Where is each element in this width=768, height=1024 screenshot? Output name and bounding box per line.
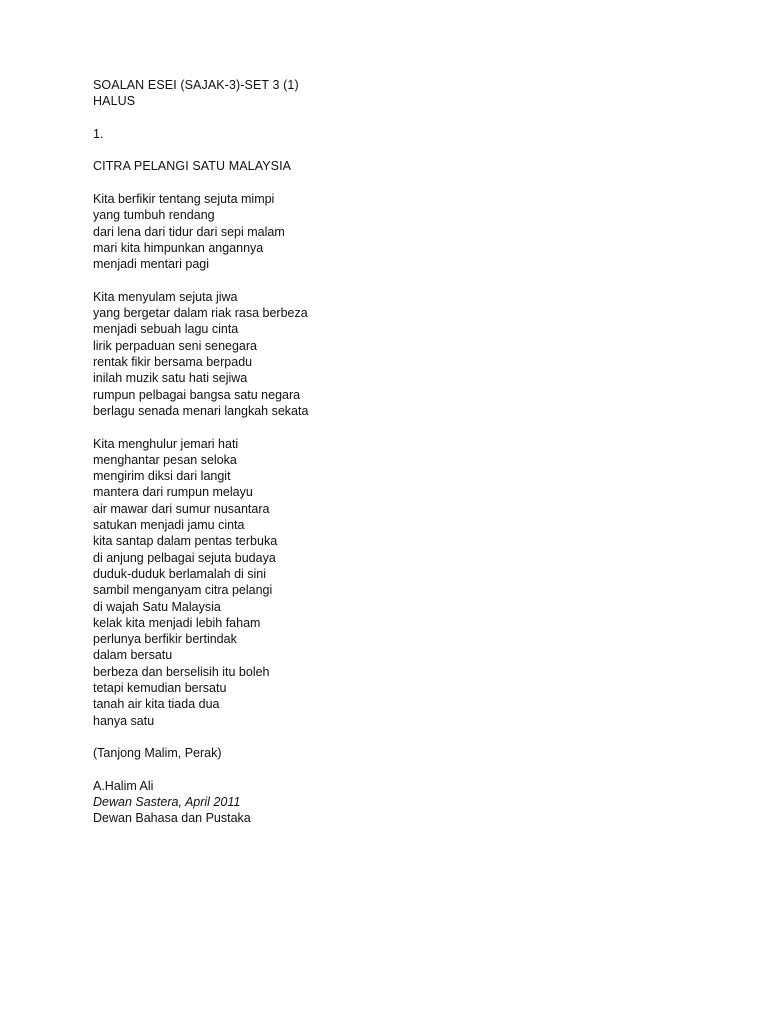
poem-line: kelak kita menjadi lebih faham	[93, 615, 261, 630]
poem-stanza	[93, 191, 733, 272]
poem-line: mantera dari rumpun melayu	[93, 485, 253, 500]
poem-line: mengirim diksi dari langit	[93, 469, 231, 484]
poem-line: perlunya berfikir bertindak	[93, 632, 237, 647]
poem-line: berlagu senada menari langkah sekata	[93, 403, 309, 418]
spacer	[93, 729, 733, 745]
poem-line: menghantar pesan seloka	[93, 452, 237, 467]
poem-line: dari lena dari tidur dari sepi malam	[93, 224, 285, 239]
poem-line: hanya satu	[93, 713, 155, 728]
poem-line: inilah muzik satu hati sejiwa	[93, 371, 248, 386]
poem-line: berbeza dan berselisih itu boleh	[93, 664, 270, 679]
poem-line: di anjung pelbagai sejuta budaya	[93, 550, 276, 565]
poem-line: Kita berfikir tentang sejuta mimpi	[93, 192, 275, 207]
poem-line: di wajah Satu Malaysia	[93, 599, 221, 614]
author-name: A.Halim Ali	[93, 778, 154, 793]
poem-line: tanah air kita tiada dua	[93, 697, 220, 712]
poem-body	[93, 191, 733, 729]
spacer	[93, 110, 733, 126]
stanza-spacer	[93, 273, 733, 289]
poem-line: rumpun pelbagai bangsa satu negara	[93, 387, 301, 402]
poem-line: mari kita himpunkan angannya	[93, 240, 264, 255]
poem-line: yang tumbuh rendang	[93, 208, 215, 223]
poem-line: dalam bersatu	[93, 648, 173, 663]
poem-line: menjadi mentari pagi	[93, 257, 210, 272]
poem-stanza	[93, 289, 733, 419]
set-title: SOALAN ESEI (SAJAK-3)-SET 3 (1)	[93, 78, 299, 92]
document-page	[93, 77, 733, 827]
poem-line: menjadi sebuah lagu cinta	[93, 322, 239, 337]
publisher-name: Dewan Bahasa dan Pustaka	[93, 811, 251, 826]
poem-line: air mawar dari sumur nusantara	[93, 501, 270, 516]
publication-info: Dewan Sastera, April 2011	[93, 795, 241, 810]
question-number: 1.	[93, 126, 104, 141]
poem-line: sambil menganyam citra pelangi	[93, 583, 273, 598]
poem-line: Kita menyulam sejuta jiwa	[93, 289, 238, 304]
poem-line: satukan menjadi jamu cinta	[93, 518, 245, 533]
spacer	[93, 175, 733, 191]
poem-line: rentak fikir bersama berpadu	[93, 355, 253, 370]
poem-line: duduk-duduk berlamalah di sini	[93, 566, 267, 581]
poem-line: yang bergetar dalam riak rasa berbeza	[93, 306, 308, 321]
poem-place: (Tanjong Malim, Perak)	[93, 746, 222, 761]
stanza-spacer	[93, 419, 733, 435]
level-label: HALUS	[93, 94, 136, 109]
poem-title: CITRA PELANGI SATU MALAYSIA	[93, 159, 292, 174]
spacer	[93, 761, 733, 777]
spacer	[93, 142, 733, 158]
poem-line: tetapi kemudian bersatu	[93, 680, 227, 695]
poem-line: lirik perpaduan seni senegara	[93, 338, 257, 353]
poem-line: kita santap dalam pentas terbuka	[93, 534, 278, 549]
poem-line: Kita menghulur jemari hati	[93, 436, 239, 451]
poem-stanza	[93, 436, 733, 729]
